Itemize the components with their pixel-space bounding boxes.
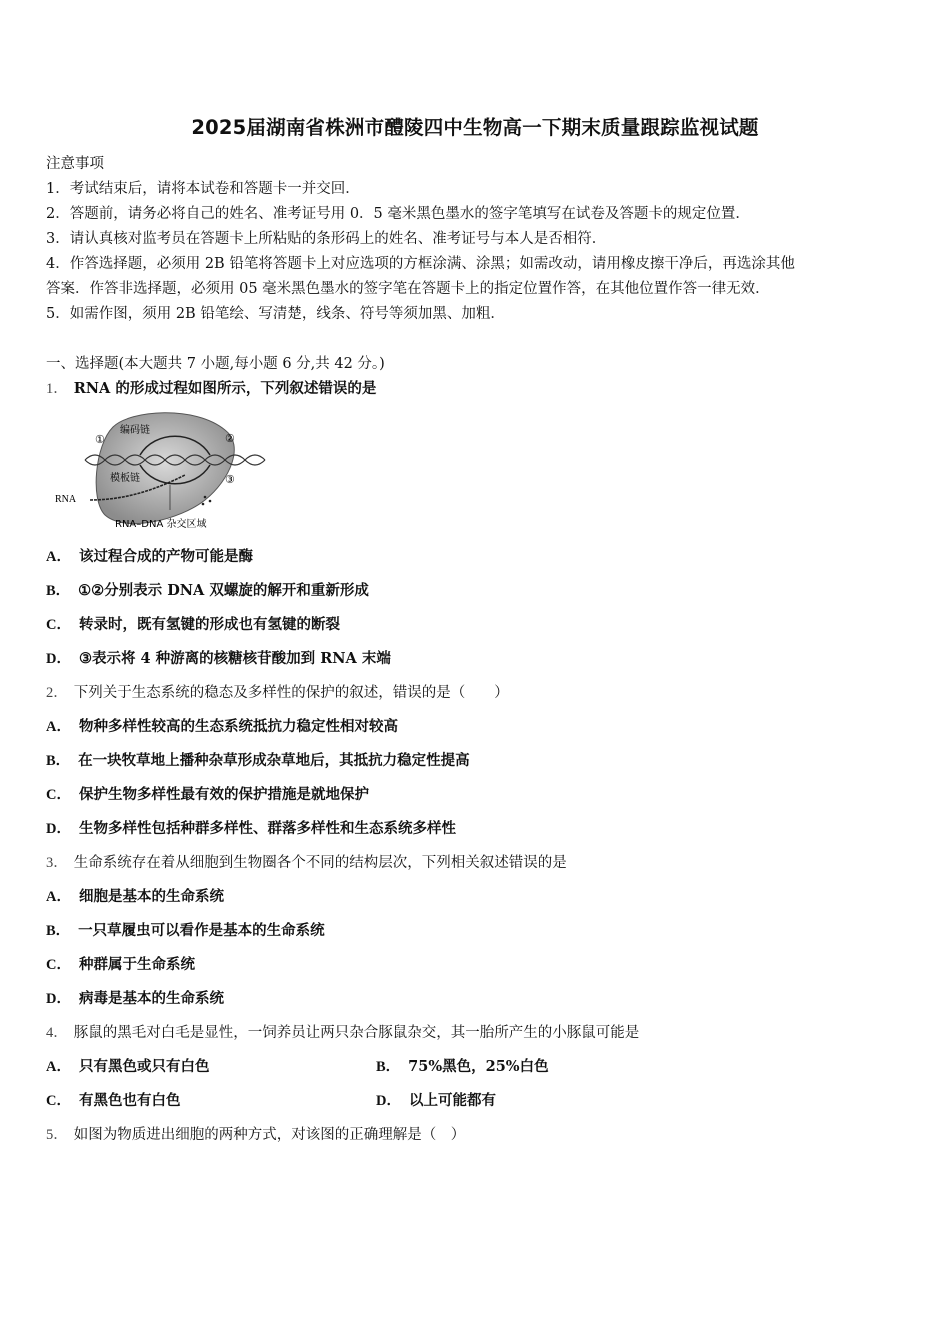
page-title: 2025届湖南省株洲市醴陵四中生物高一下期末质量跟踪监视试题 (191, 116, 759, 139)
label-hybrid-region: RNA–DNA 杂交区域 (115, 519, 207, 530)
option-text: ①②分别表示 DNA 双螺旋的解开和重新形成 (78, 582, 369, 599)
option-b (46, 579, 369, 600)
option-b (46, 749, 470, 770)
option-text: 有黑色也有白色 (78, 1092, 181, 1109)
option-label: B． (46, 753, 71, 769)
option-label: A． (46, 1059, 71, 1075)
option-d (376, 1089, 496, 1110)
rna-polymerase-shape (96, 413, 234, 524)
option-label: D． (46, 651, 71, 667)
option-c (46, 953, 195, 974)
mark-2: ② (225, 432, 235, 445)
option-label: C． (46, 787, 71, 803)
rna-transcription-figure (55, 405, 290, 535)
mark-1: ① (95, 433, 105, 446)
option-text: 只有黑色或只有白色 (78, 1058, 210, 1075)
option-text: 物种多样性较高的生态系统抵抗力稳定性相对较高 (78, 718, 398, 735)
option-a (46, 885, 224, 906)
option-text: 病毒是基本的生命系统 (78, 990, 224, 1007)
label-coding-strand: 编码链 (120, 425, 150, 436)
option-text: ③表示将 4 种游离的核糖核苷酸加到 RNA 末端 (78, 650, 391, 667)
option-label: C． (46, 1093, 71, 1109)
option-label: D． (46, 991, 71, 1007)
question-stem: 生命系统存在着从细胞到生物圈各个不同的结构层次，下列相关叙述错误的是 (73, 855, 567, 871)
option-label: D． (46, 821, 71, 837)
label-rna: RNA (55, 494, 77, 505)
notice-item: 2．答题前，请务必将自己的姓名、准考证号用 0．5 毫米黑色墨水的签字笔填写在试卷及答题卡的规定位置． (46, 206, 750, 222)
question-stem: 下列关于生态系统的稳态及多样性的保护的叙述，错误的是（ ） (73, 685, 509, 701)
notice-item: 4．作答选择题，必须用 2B 铅笔将答题卡上对应选项的方框涂满、涂黑；如需改动，请用橡皮擦干净后，再选涂其他 (46, 256, 795, 272)
option-b (376, 1055, 549, 1076)
option-c (46, 1089, 180, 1110)
option-b (46, 919, 325, 940)
option-text: 保护生物多样性最有效的保护措施是就地保护 (78, 786, 369, 803)
option-text: 以上可能都有 (408, 1092, 496, 1109)
option-a (46, 715, 398, 736)
option-text: 一只草履虫可以看作是基本的生命系统 (78, 922, 325, 939)
option-label: B． (46, 583, 71, 599)
option-a (46, 545, 253, 566)
option-text: 在一块牧草地上播种杂草形成杂草地后，其抵抗力稳定性提高 (78, 752, 470, 769)
option-label: A． (46, 549, 71, 565)
option-a (46, 1055, 209, 1076)
option-label: D． (376, 1093, 401, 1109)
section-heading: 一、选择题(本大题共 7 小题,每小题 6 分,共 42 分。) (46, 356, 385, 372)
question-number: 2． (46, 685, 68, 701)
option-d (46, 647, 391, 668)
question-stem: 如图为物质进出细胞的两种方式，对该图的正确理解是（ ） (73, 1127, 466, 1143)
option-c (46, 613, 340, 634)
nucleotide-dot (209, 500, 212, 503)
question-stem: 豚鼠的黑毛对白毛是显性，一饲养员让两只杂合豚鼠杂交，其一胎所产生的小豚鼠可能是 (73, 1025, 640, 1041)
option-c (46, 783, 369, 804)
notice-item: 1．考试结束后，请将本试卷和答题卡一并交回． (46, 181, 360, 197)
question-stem: RNA 的形成过程如图所示，下列叙述错误的是 (73, 380, 377, 397)
mark-3: ③ (225, 473, 235, 486)
notice-item: 5．如需作图，须用 2B 铅笔绘、写清楚，线条、符号等须加黑、加粗． (46, 306, 505, 322)
question-number: 4． (46, 1025, 68, 1041)
option-label: A． (46, 719, 71, 735)
notice-item: 答案．作答非选择题，必须用 05 毫米黑色墨水的签字笔在答题卡上的指定位置作答，在其他位置作答一律无效． (46, 281, 770, 297)
option-text: 75%黑色，25%白色 (408, 1058, 549, 1075)
question-1 (46, 377, 376, 398)
question-number: 3． (46, 855, 68, 871)
option-label: B． (46, 923, 71, 939)
notice-item: 3．请认真核对监考员在答题卡上所粘贴的条形码上的姓名、准考证号与本人是否相符． (46, 231, 607, 247)
question-3 (46, 851, 567, 872)
option-label: B． (376, 1059, 401, 1075)
notice-heading: 注意事项 (46, 156, 104, 172)
question-number: 5． (46, 1127, 68, 1143)
option-text: 转录时，既有氢键的形成也有氢键的断裂 (78, 616, 340, 633)
nucleotide-dot (202, 503, 205, 506)
option-d (46, 817, 456, 838)
option-label: A． (46, 889, 71, 905)
question-5 (46, 1123, 465, 1144)
question-2 (46, 681, 509, 702)
nucleotide-dot (204, 496, 207, 499)
option-d (46, 987, 224, 1008)
option-text: 生物多样性包括种群多样性、群落多样性和生态系统多样性 (78, 820, 456, 837)
question-number: 1． (46, 381, 68, 397)
option-text: 种群属于生命系统 (78, 956, 195, 973)
option-label: C． (46, 617, 71, 633)
option-text: 该过程合成的产物可能是酶 (78, 548, 253, 565)
option-label: C． (46, 957, 71, 973)
label-template-strand: 模板链 (110, 473, 140, 484)
question-4 (46, 1021, 639, 1042)
option-text: 细胞是基本的生命系统 (78, 888, 224, 905)
